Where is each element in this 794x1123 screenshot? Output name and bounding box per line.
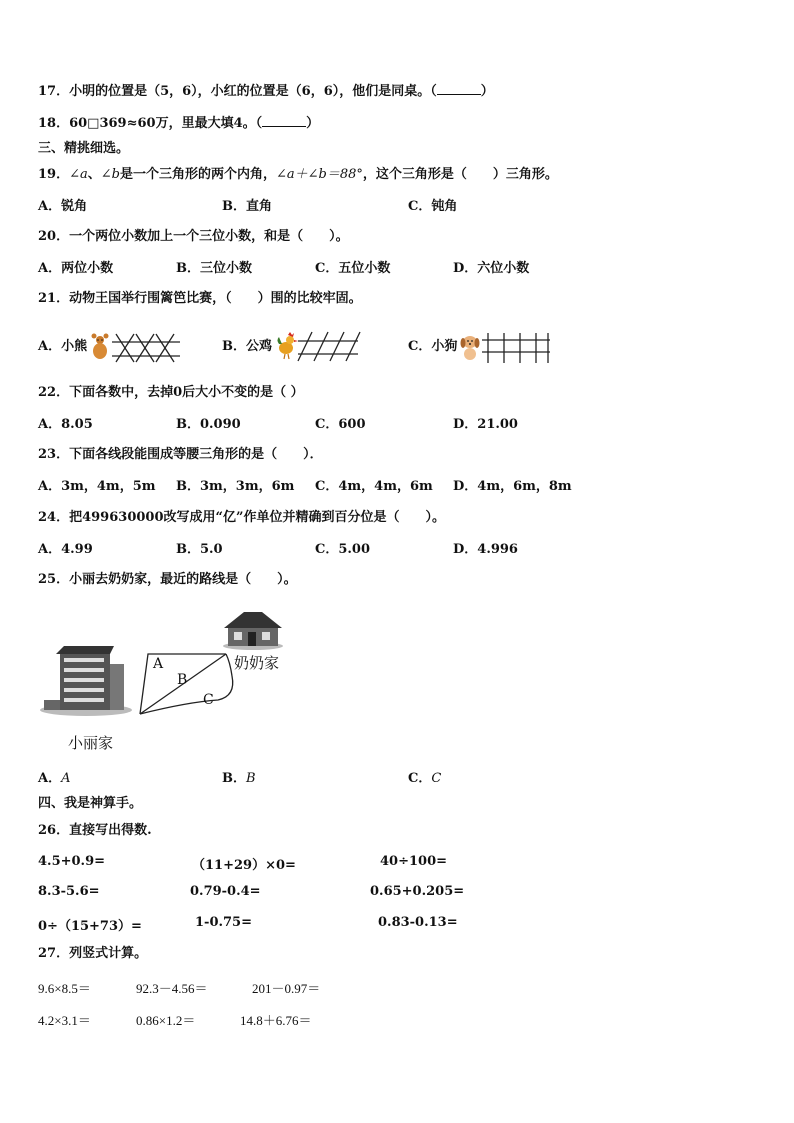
- section-3-heading: 三、精挑细选。: [38, 141, 130, 156]
- q25-option-c[interactable]: C．C: [408, 771, 442, 786]
- q23-option-d[interactable]: D．4m，6m，8m: [453, 479, 572, 494]
- q19-option-a[interactable]: A．锐角: [38, 199, 88, 214]
- q22-option-c[interactable]: C．600: [315, 417, 366, 432]
- apartment-building-icon: [40, 646, 132, 716]
- question-21: 21．动物王国举行围篱笆比赛，（ ）围的比较牢固。: [38, 291, 362, 306]
- q19-option-c[interactable]: C．钝角: [408, 199, 458, 214]
- q26-item: 4.5+0.9=: [38, 854, 106, 869]
- rooster-icon: [278, 332, 299, 359]
- route-map-figure: [38, 606, 298, 754]
- q20-option-a[interactable]: A．两位小数: [38, 261, 114, 276]
- question-18: 18．60□369≈60万，里最大填4。（ ）: [38, 116, 320, 131]
- route-label-b: B: [177, 672, 188, 688]
- answer-blank-18[interactable]: [262, 114, 306, 127]
- question-24: 24．把499630000改写成用“亿”作单位并精确到百分位是（ ）。: [38, 510, 445, 525]
- q26-item: 8.3-5.6=: [38, 884, 100, 899]
- q23-option-b[interactable]: B．3m，3m，6m: [176, 479, 295, 494]
- q22-option-a[interactable]: A．8.05: [38, 417, 93, 432]
- q26-item: （11+29）×0=: [192, 858, 296, 873]
- q20-option-d[interactable]: D．六位小数: [453, 261, 530, 276]
- q22-option-d[interactable]: D．21.00: [453, 417, 518, 432]
- q22-option-b[interactable]: B．0.090: [176, 417, 241, 432]
- question-22: 22．下面各数中，去掉0后大小不变的是（ ）: [38, 385, 304, 400]
- q21-option-a[interactable]: A．小熊: [38, 339, 88, 354]
- question-25: 25．小丽去奶奶家，最近的路线是（ ）。: [38, 572, 297, 587]
- q20-option-b[interactable]: B．三位小数: [176, 261, 252, 276]
- q26-item: 40÷100=: [380, 854, 448, 869]
- q27-item: 14.8＋6.76＝: [240, 1013, 312, 1028]
- xiaoli-home-label: 小丽家: [68, 734, 114, 752]
- rooster-fence-figure: [276, 330, 362, 362]
- grandma-house-label: 奶奶家: [234, 654, 280, 672]
- question-26: 26．直接写出得数.: [38, 823, 152, 838]
- q27-item: 4.2×3.1＝: [38, 1013, 91, 1028]
- q23-option-c[interactable]: C．4m，4m，6m: [315, 479, 433, 494]
- question-19: 19．∠a、∠b是一个三角形的两个内角，∠a＋∠b＝88°，这个三角形是（ ）三角形。: [38, 167, 558, 182]
- q27-item: 92.3－4.56＝: [136, 981, 208, 996]
- puppy-icon: [461, 336, 480, 360]
- q26-item: 0÷（15+73）=: [38, 919, 142, 934]
- q23-option-a[interactable]: A．3m，4m，5m: [38, 479, 156, 494]
- q19-option-b[interactable]: B．直角: [222, 199, 272, 214]
- q25-option-b[interactable]: B．B: [222, 771, 256, 786]
- question-23: 23．下面各线段能围成等腰三角形的是（ ）．: [38, 447, 323, 462]
- q27-item: 201－0.97＝: [252, 981, 321, 996]
- grandma-house-icon: [223, 612, 283, 650]
- q25-option-a[interactable]: A．A: [38, 771, 71, 786]
- q26-item: 0.65+0.205=: [370, 884, 465, 899]
- bear-icon: [92, 334, 109, 360]
- answer-blank-17[interactable]: [437, 82, 481, 95]
- route-label-c: C: [203, 692, 214, 708]
- section-4-heading: 四、我是神算手。: [38, 796, 143, 811]
- question-27: 27．列竖式计算。: [38, 946, 148, 961]
- bear-fence-figure: [90, 332, 182, 364]
- q20-option-c[interactable]: C．五位小数: [315, 261, 391, 276]
- q24-option-d[interactable]: D．4.996: [453, 542, 518, 557]
- q27-item: 0.86×1.2＝: [136, 1013, 196, 1028]
- q24-option-b[interactable]: B．5.0: [176, 542, 223, 557]
- puppy-fence-figure: [460, 332, 552, 364]
- question-17: 17．小明的位置是（5，6），小红的位置是（6，6），他们是同桌。（ ）: [38, 84, 494, 99]
- question-20: 20．一个两位小数加上一个三位小数，和是（ ）。: [38, 229, 349, 244]
- q21-option-c[interactable]: C．小狗: [408, 339, 458, 354]
- q26-item: 0.79-0.4=: [190, 884, 261, 899]
- route-label-a: A: [153, 656, 164, 672]
- q24-option-a[interactable]: A．4.99: [38, 542, 93, 557]
- q26-item: 1-0.75=: [195, 915, 252, 930]
- q21-option-b[interactable]: B．公鸡: [222, 339, 272, 354]
- q26-item: 0.83-0.13=: [378, 915, 458, 930]
- q27-item: 9.6×8.5＝: [38, 981, 91, 996]
- q24-option-c[interactable]: C．5.00: [315, 542, 371, 557]
